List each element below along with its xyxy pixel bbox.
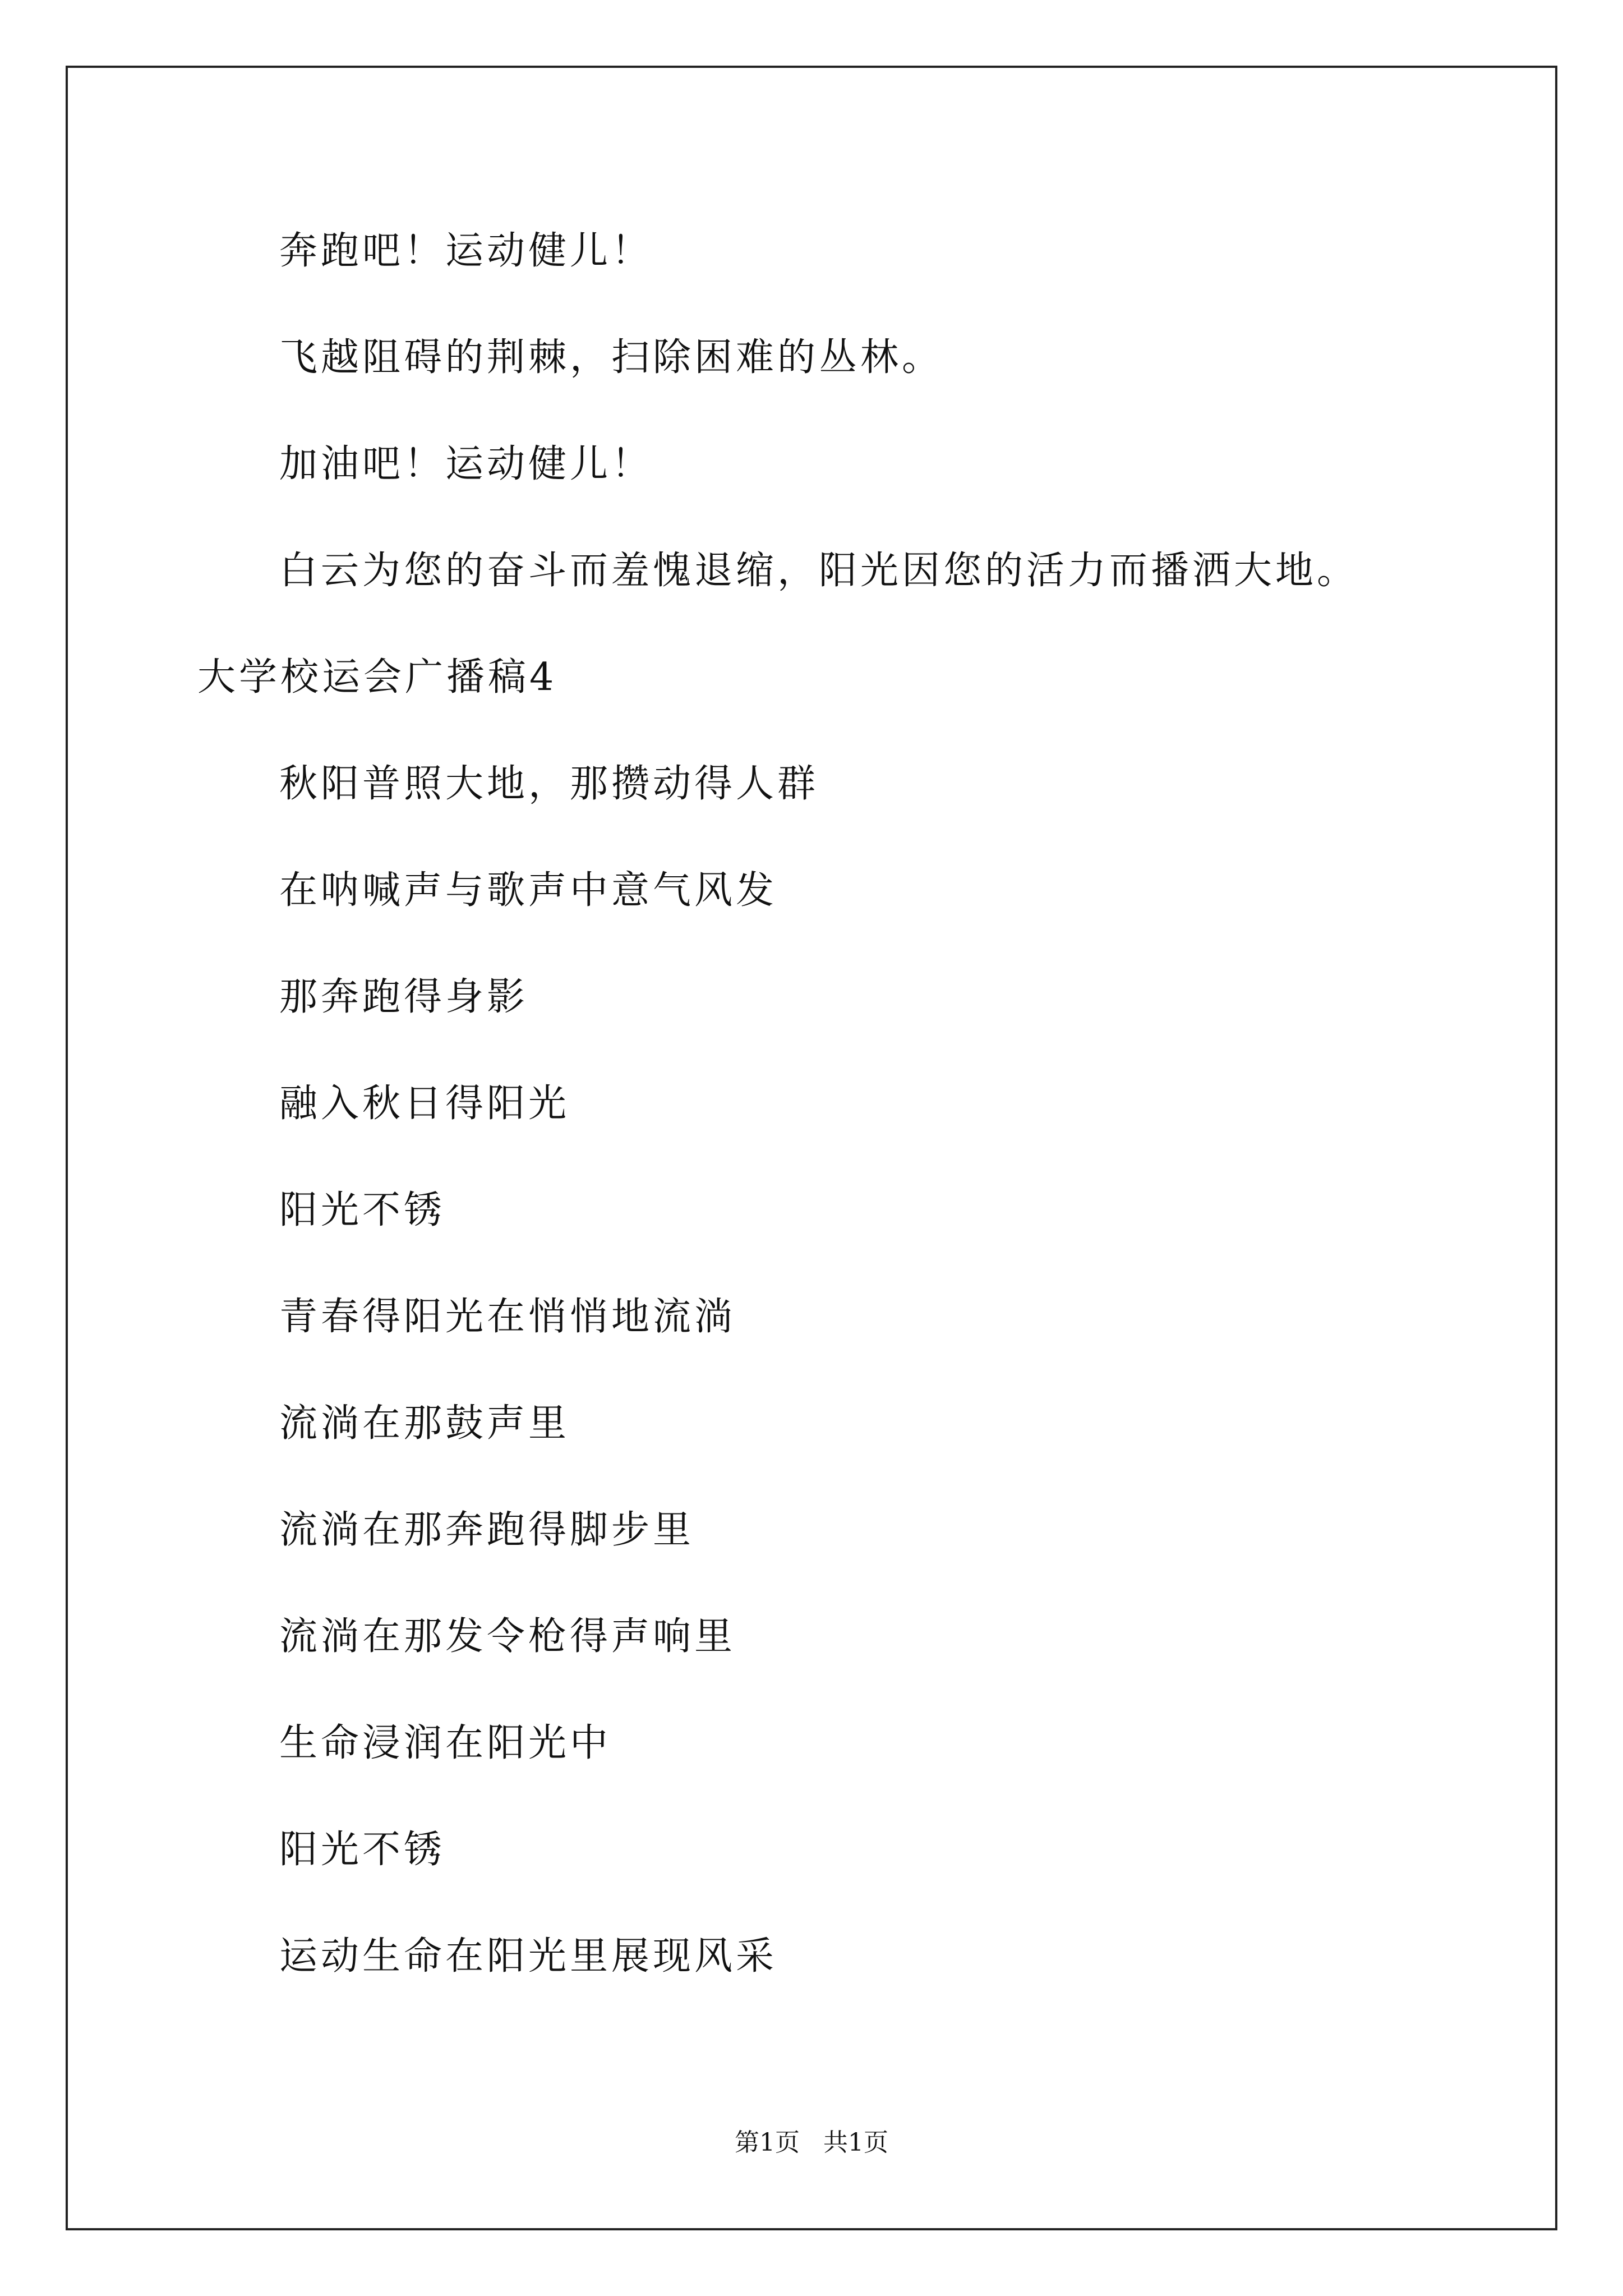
poem-line: 融入秋日得阳光 — [279, 1082, 570, 1126]
poem-line: 阳光不锈 — [279, 1188, 446, 1232]
text-line: 飞越阻碍的荆棘，扫除困难的丛林。 — [279, 335, 944, 380]
text-line: 白云为您的奋斗而羞愧退缩，阳光因您的活力而播洒大地。 — [279, 549, 1359, 593]
poem-line: 流淌在那发令枪得声响里 — [279, 1614, 736, 1659]
poem-line: 阳光不锈 — [279, 1828, 446, 1872]
poem-line: 流淌在那奔跑得脚步里 — [279, 1508, 695, 1552]
text-line: 奔跑吧！运动健儿！ — [279, 229, 653, 273]
poem-line: 生命浸润在阳光中 — [279, 1721, 612, 1765]
section-title: 大学校运会广播稿4 — [197, 655, 557, 700]
poem-line: 流淌在那鼓声里 — [279, 1401, 570, 1446]
page-footer: 第1页 共1页 — [735, 2128, 888, 2157]
poem-line: 那奔跑得身影 — [279, 975, 529, 1019]
poem-line: 在呐喊声与歌声中意气风发 — [279, 868, 778, 913]
page-border — [66, 66, 1557, 2230]
poem-line: 秋阳普照大地，那攒动得人群 — [279, 762, 819, 806]
poem-line: 运动生命在阳光里展现风采 — [279, 1934, 778, 1978]
poem-line: 青春得阳光在悄悄地流淌 — [279, 1295, 736, 1339]
text-line: 加油吧！运动健儿！ — [279, 442, 653, 486]
